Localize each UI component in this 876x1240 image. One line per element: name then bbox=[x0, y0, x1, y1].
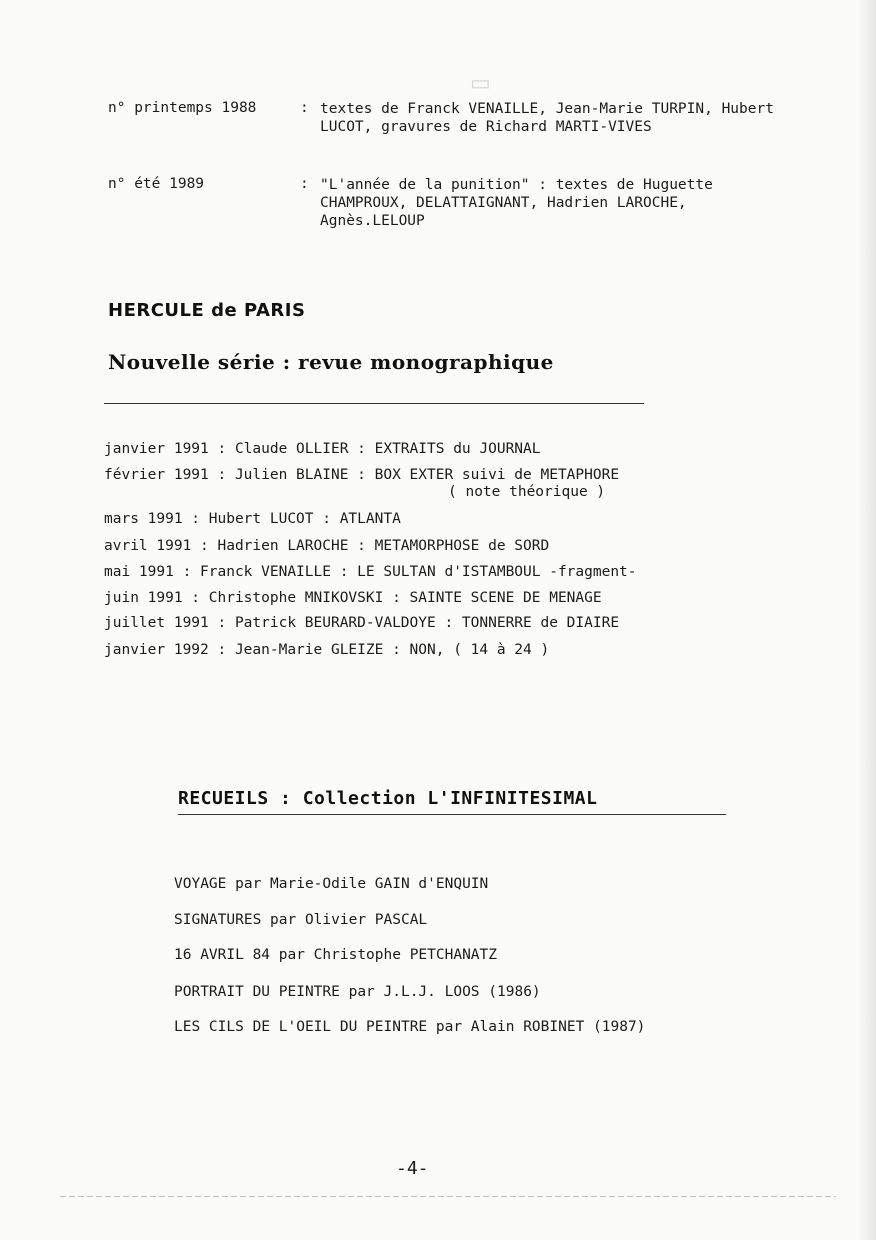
entry-label: n° printemps 1988 bbox=[108, 100, 257, 116]
section-subheading-serie: Nouvelle série : revue monographique bbox=[108, 350, 554, 374]
issue-item: juillet 1991 : Patrick BEURARD-VALDOYE : TONNERRE de DIAIRE bbox=[104, 615, 620, 631]
heading-underline bbox=[104, 403, 644, 404]
book-item: PORTRAIT DU PEINTRE par J.L.J. LOOS (1986) bbox=[174, 984, 541, 1000]
heading-underline bbox=[178, 814, 726, 815]
issue-item: mars 1991 : Hubert LUCOT : ATLANTA bbox=[104, 511, 401, 527]
book-item: SIGNATURES par Olivier PASCAL bbox=[174, 912, 428, 928]
issue-item: avril 1991 : Hadrien LAROCHE : METAMORPHOSE de SORD bbox=[104, 538, 550, 554]
book-item: VOYAGE par Marie-Odile GAIN d'ENQUIN bbox=[174, 876, 489, 892]
page-number: -4- bbox=[396, 1158, 429, 1179]
bottom-edge-line bbox=[60, 1196, 836, 1197]
issue-item: janvier 1991 : Claude OLLIER : EXTRAITS du JOURNAL bbox=[104, 441, 541, 457]
entry-label: n° été 1989 bbox=[108, 176, 205, 192]
issue-note: ( note théorique ) bbox=[448, 484, 606, 500]
entry-separator: : bbox=[300, 176, 309, 192]
entry-text: "L'année de la punition" : textes de Huguette CHAMPROUX, DELATTAIGNANT, Hadrien LAROCHE, Agnès.LELOUP bbox=[320, 177, 713, 229]
page-edge-shadow bbox=[858, 0, 876, 1240]
issue-item: mai 1991 : Franck VENAILLE : LE SULTAN d'ISTAMBOUL -fragment- bbox=[104, 564, 637, 580]
issue-item: juin 1991 : Christophe MNIKOVSKI : SAINTE SCENE DE MENAGE bbox=[104, 590, 602, 606]
entry-text: textes de Franck VENAILLE, Jean-Marie TURPIN, Hubert LUCOT, gravures de Richard MARTI-VIVES bbox=[320, 101, 774, 135]
book-item: 16 AVRIL 84 par Christophe PETCHANATZ bbox=[174, 947, 498, 963]
section-heading-recueils: RECUEILS : Collection L'INFINITESIMAL bbox=[178, 788, 598, 809]
entry-separator: : bbox=[300, 100, 309, 116]
bleed-through-background: ▭ bbox=[470, 70, 491, 95]
issue-item: janvier 1992 : Jean-Marie GLEIZE : NON, ( 14 à 24 ) bbox=[104, 642, 550, 658]
issue-item: février 1991 : Julien BLAINE : BOX EXTER suivi de METAPHORE bbox=[104, 467, 620, 483]
section-heading-hercule: HERCULE de PARIS bbox=[108, 300, 306, 321]
book-item: LES CILS DE L'OEIL DU PEINTRE par Alain ROBINET (1987) bbox=[174, 1019, 646, 1035]
